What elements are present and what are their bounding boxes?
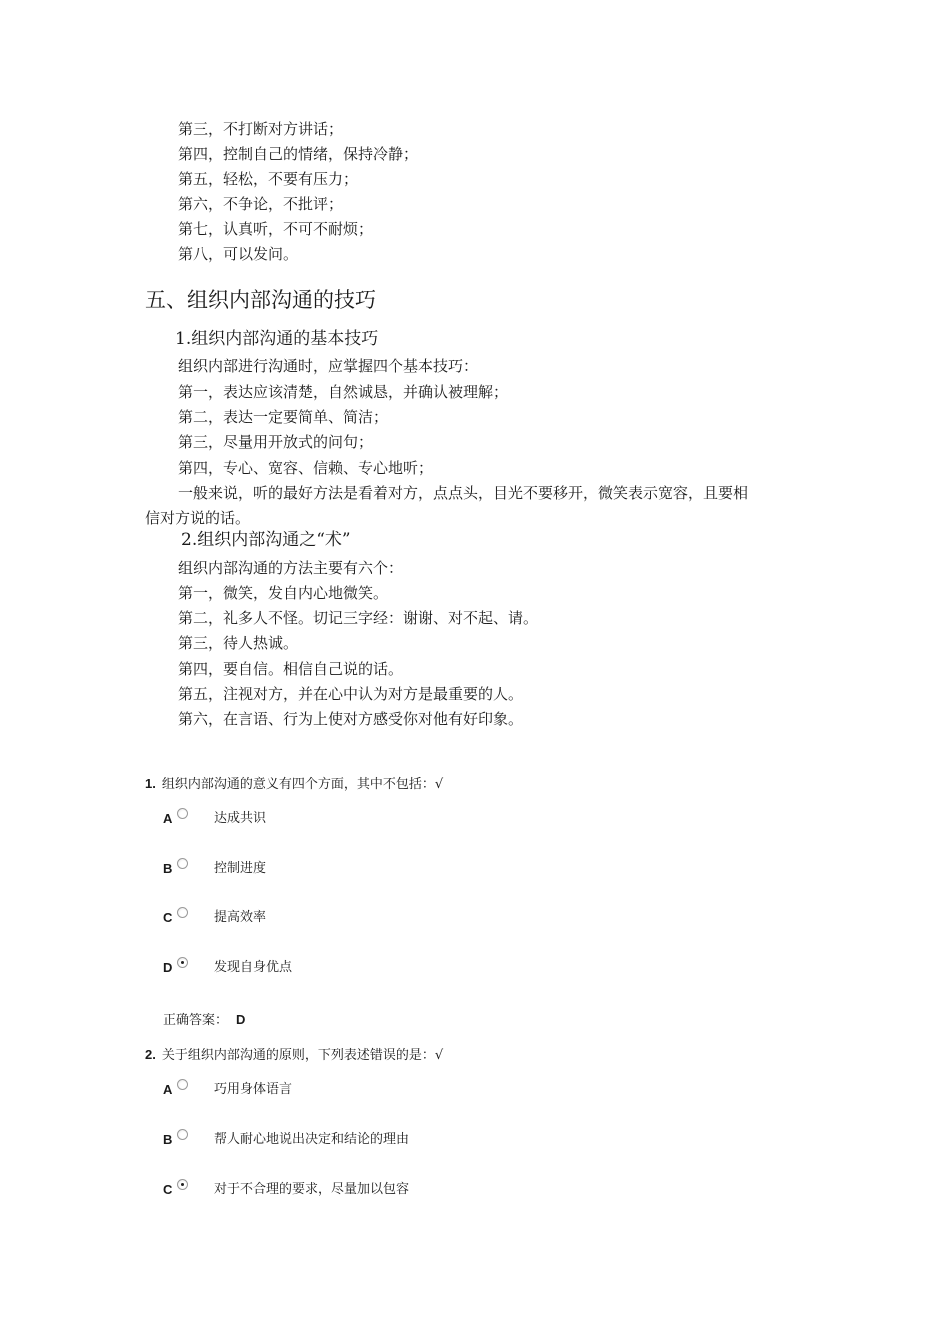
q1-option-c[interactable]	[163, 909, 267, 928]
list-item: 第六，不争论，不批评；	[178, 195, 344, 213]
list-item: 第四，专心、宽容、信赖、专心地听；	[178, 459, 434, 477]
question-number: 1.	[145, 776, 156, 791]
list-item: 第八，可以发问。	[178, 245, 299, 263]
option-text: 对于不合理的要求，尽量加以包容	[214, 1182, 410, 1197]
radio-button[interactable]	[177, 808, 188, 819]
option-text: 提高效率	[214, 910, 267, 925]
option-text: 达成共识	[214, 811, 267, 826]
list-item: 第三，不打断对方讲话；	[178, 120, 344, 138]
subsection-intro: 组织内部沟通的方法主要有六个：	[178, 559, 404, 577]
option-letter: A	[163, 811, 173, 826]
q2-option-b[interactable]	[163, 1131, 410, 1150]
question-2	[145, 1046, 443, 1065]
radio-button[interactable]	[177, 1129, 188, 1140]
list-item: 第三，待人热诚。	[178, 634, 299, 652]
subsection-intro: 组织内部进行沟通时，应掌握四个基本技巧：	[178, 357, 479, 375]
list-item: 第二，礼多人不怪。切记三字经：谢谢、对不起、请。	[178, 609, 539, 627]
option-text: 帮人耐心地说出决定和结论的理由	[214, 1132, 410, 1147]
question-1	[145, 775, 443, 794]
list-item: 第四，控制自己的情绪，保持冷静；	[178, 145, 419, 163]
option-letter: A	[163, 1082, 173, 1097]
q2-option-a[interactable]	[163, 1081, 293, 1100]
option-text: 控制进度	[214, 861, 267, 876]
answer-label: 正确答案：	[163, 1013, 229, 1028]
option-letter: C	[163, 1182, 173, 1197]
subsection-title-1: 1.组织内部沟通的基本技巧	[175, 329, 379, 349]
question-text: 关于组织内部沟通的原则，下列表述错误的是：√	[161, 1048, 444, 1063]
radio-button-selected[interactable]	[177, 1179, 188, 1190]
option-letter: D	[163, 960, 173, 975]
list-item: 第五，轻松，不要有压力；	[178, 170, 359, 188]
q1-option-d[interactable]	[163, 959, 293, 978]
q2-option-c[interactable]	[163, 1181, 410, 1200]
list-item: 第二，表达一定要简单、简洁；	[178, 408, 389, 426]
subsection-title-2: 2.组织内部沟通之“术”	[181, 530, 351, 550]
radio-button[interactable]	[177, 1079, 188, 1090]
list-item: 第六，在言语、行为上使对方感受你对他有好印象。	[178, 710, 524, 728]
list-item: 第三，尽量用开放式的问句；	[178, 433, 374, 451]
list-item: 第七，认真听，不可不耐烦；	[178, 220, 374, 238]
option-text: 发现自身优点	[214, 960, 293, 975]
radio-button[interactable]	[177, 858, 188, 869]
section-title: 五、组织内部沟通的技巧	[145, 288, 376, 312]
answer-value: D	[236, 1012, 246, 1027]
radio-button[interactable]	[177, 907, 188, 918]
list-item: 第一，微笑，发自内心地微笑。	[178, 584, 389, 602]
question-text: 组织内部沟通的意义有四个方面，其中不包括：√	[161, 777, 444, 792]
q1-option-a[interactable]	[163, 810, 267, 829]
option-text: 巧用身体语言	[214, 1082, 293, 1097]
option-letter: C	[163, 910, 173, 925]
radio-button-selected[interactable]	[177, 957, 188, 968]
paragraph-line: 一般来说，听的最好方法是看着对方，点点头，目光不要移开，微笑表示宽容，且要相	[178, 484, 749, 502]
list-item: 第一，表达应该清楚，自然诚恳，并确认被理解；	[178, 383, 509, 401]
list-item: 第五，注视对方，并在心中认为对方是最重要的人。	[178, 685, 524, 703]
option-letter: B	[163, 861, 173, 876]
option-letter: B	[163, 1132, 173, 1147]
q1-option-b[interactable]	[163, 860, 267, 879]
paragraph-line: 信对方说的话。	[145, 509, 251, 527]
correct-answer	[163, 1011, 245, 1030]
question-number: 2.	[145, 1047, 156, 1062]
list-item: 第四，要自信。相信自己说的话。	[178, 660, 404, 678]
